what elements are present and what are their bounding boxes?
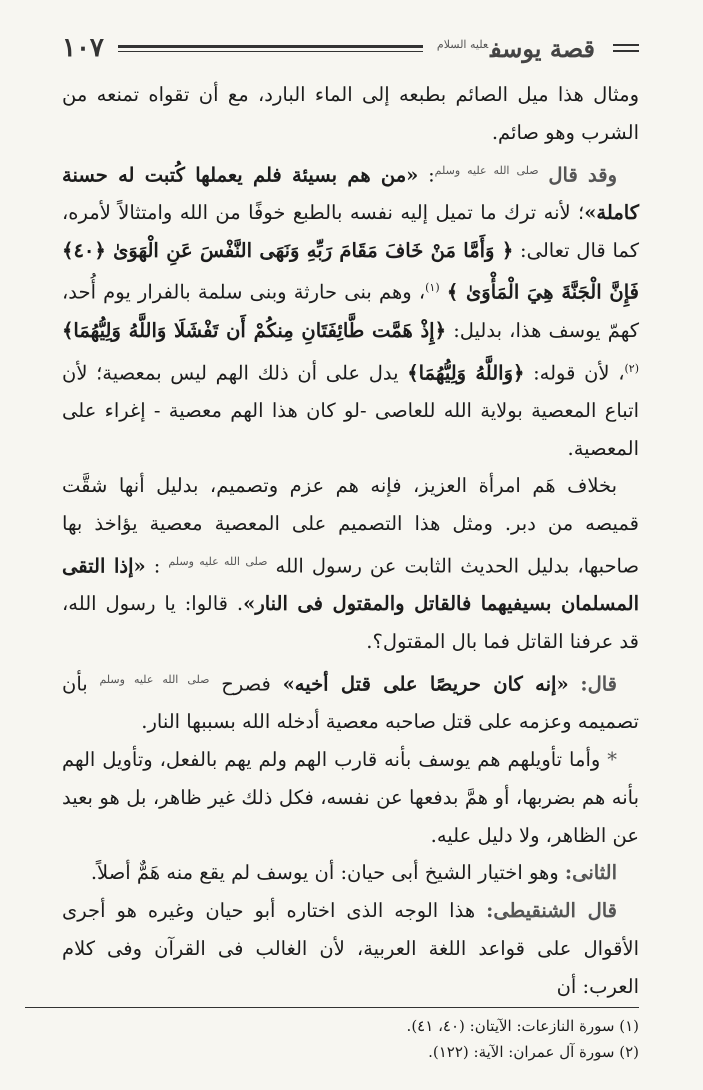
paragraph-3-colon: : <box>153 554 161 578</box>
paragraph-7 <box>62 892 639 1005</box>
footnote-2: (٢) سورة آل عمران: الآية: (١٢٢). <box>428 1043 639 1061</box>
paragraph-1: ومثال هذا ميل الصائم بطبعه إلى الماء البارد، مع أن تقواه تمنعه من الشرب وهو صائم. <box>62 83 639 144</box>
main-text <box>62 76 639 1006</box>
paragraph-2-colon: : <box>428 163 435 187</box>
paragraph-7-text: هذا الوجه الذى اختاره أبو حيان وغيره هو أجرى الأقوال على قواعد اللغة العربية، لأن الغالب فى القرآن وفى كلام العرب: أن <box>62 899 639 998</box>
running-title-honorific: عليه السلام <box>436 37 489 51</box>
paragraph-4-text-2: بأن تصميمه وعزمه على قتل صاحبه معصية أدخله الله بسببها النار. <box>62 672 639 734</box>
footnote-1: (١) سورة النازعات: الآيتان: (٤٠، ٤١). <box>406 1017 639 1035</box>
star-marker: * <box>607 748 617 772</box>
footnote-rule <box>25 1007 639 1008</box>
page-header <box>62 28 639 68</box>
paragraph-2-text: ؛ لأنه ترك ما تميل إليه نفسه بالطبع خوفًا من الله وامتثالاً لأمره، كما قال تعالى: <box>62 200 639 262</box>
hadith-quote: «من هم بسيئة فلم يعملها كُتبت له حسنة كاملة» <box>62 163 639 224</box>
quran-verse: ﴿ وَأَمَّا مَنْ خَافَ مَقَامَ رَبِّهِ وَنَهَى النَّفْسَ عَنِ الْهَوَىٰ ﴿٤٠﴾ فَإِنَّ الْجَنَّةَ هِيَ الْمَأْوَىٰ ﴾ <box>62 238 639 304</box>
paragraph-7-lead: قال الشنقيطى: <box>486 899 617 923</box>
paragraph-4-text: فصرح <box>221 672 271 696</box>
paragraph-2-text-4: يدل على أن ذلك الهم ليس بمعصية؛ لأن اتباع المعصية بولاية الله للعاصى -لو كان هذا الهم معصية - إغراء على المعصية. <box>62 361 639 460</box>
paragraph-2 <box>62 152 639 468</box>
running-title: قصة يوسف$^{عليه السلام}$ <box>436 33 595 63</box>
paragraph-5-text: وأما تأويلهم هم يوسف بأنه قارب الهم ولم يهم بالفعل، وتأويل الهم بأنه هم بضربها، أو همَّ بدفعها عن نفسه، فكل ذلك غير ظاهر، بل هو بعيد عن الظاهر، ولا دليل عليه. <box>62 748 639 847</box>
page-number: ١٠٧ <box>62 33 104 63</box>
pbuh-honorific: صلى الله عليه وسلم <box>434 163 539 177</box>
footnote-ref-2[interactable]: (٢) <box>624 361 640 375</box>
paragraph-4-lead: قال: <box>580 672 618 696</box>
quran-verse-3: ﴿وَاللَّهُ وَلِيُّهُمَا﴾ <box>407 361 525 385</box>
paragraph-3-text-2: . قالوا: يا رسول الله، قد عرفنا القاتل فما بال المقتول؟. <box>62 592 639 654</box>
hadith-quote: «إنه كان حريصًا على قتل أخيه» <box>282 672 569 696</box>
header-rule <box>118 45 423 52</box>
header-short-rule <box>613 44 639 52</box>
paragraph-6-text: وهو اختيار الشيخ أبى حيان: أن يوسف لم يقع منه هَمٌّ أصلاً. <box>90 861 559 885</box>
paragraph-3 <box>62 467 639 660</box>
paragraph-5 <box>62 741 639 854</box>
paragraph-6-lead: الثانى: <box>564 861 617 885</box>
pbuh-honorific: صلى الله عليه وسلم <box>168 555 268 569</box>
paragraph-2-lead: وقد قال <box>548 163 618 187</box>
hadith-quote: «إذا التقى المسلمان بسيفيهما فالقاتل والمقتول فى النار» <box>62 554 640 616</box>
paragraph-2-text-3: ، لأن قوله: <box>533 361 625 385</box>
footnote-ref-1[interactable]: (١) <box>425 281 440 295</box>
paragraph-4 <box>62 661 639 741</box>
paragraph-2-text-2: ، وهم بنى حارثة وبنى سلمة بالفرار يوم أُحد، كهمّ يوسف هذا، بدليل: <box>62 280 639 342</box>
paragraph-3-text: بخلاف هَم امرأة العزيز، فإنه هم عزم وتصميم، بدليل أنها شقَّت قميصه من دبر. ومثل هذا التصميم على المعصية معصية يؤاخذ بها صاحبها، بدليل الحديث الثابت عن رسول الله <box>62 474 640 578</box>
paragraph-6 <box>62 854 639 892</box>
quran-verse-2: ﴿إِذْ هَمَّت طَّائِفَتَانِ مِنكُمْ أَن تَفْشَلَا وَاللَّهُ وَلِيُّهُمَا﴾ <box>62 318 447 342</box>
footnotes <box>62 1013 639 1065</box>
pbuh-honorific: صلى الله عليه وسلم <box>99 672 210 686</box>
